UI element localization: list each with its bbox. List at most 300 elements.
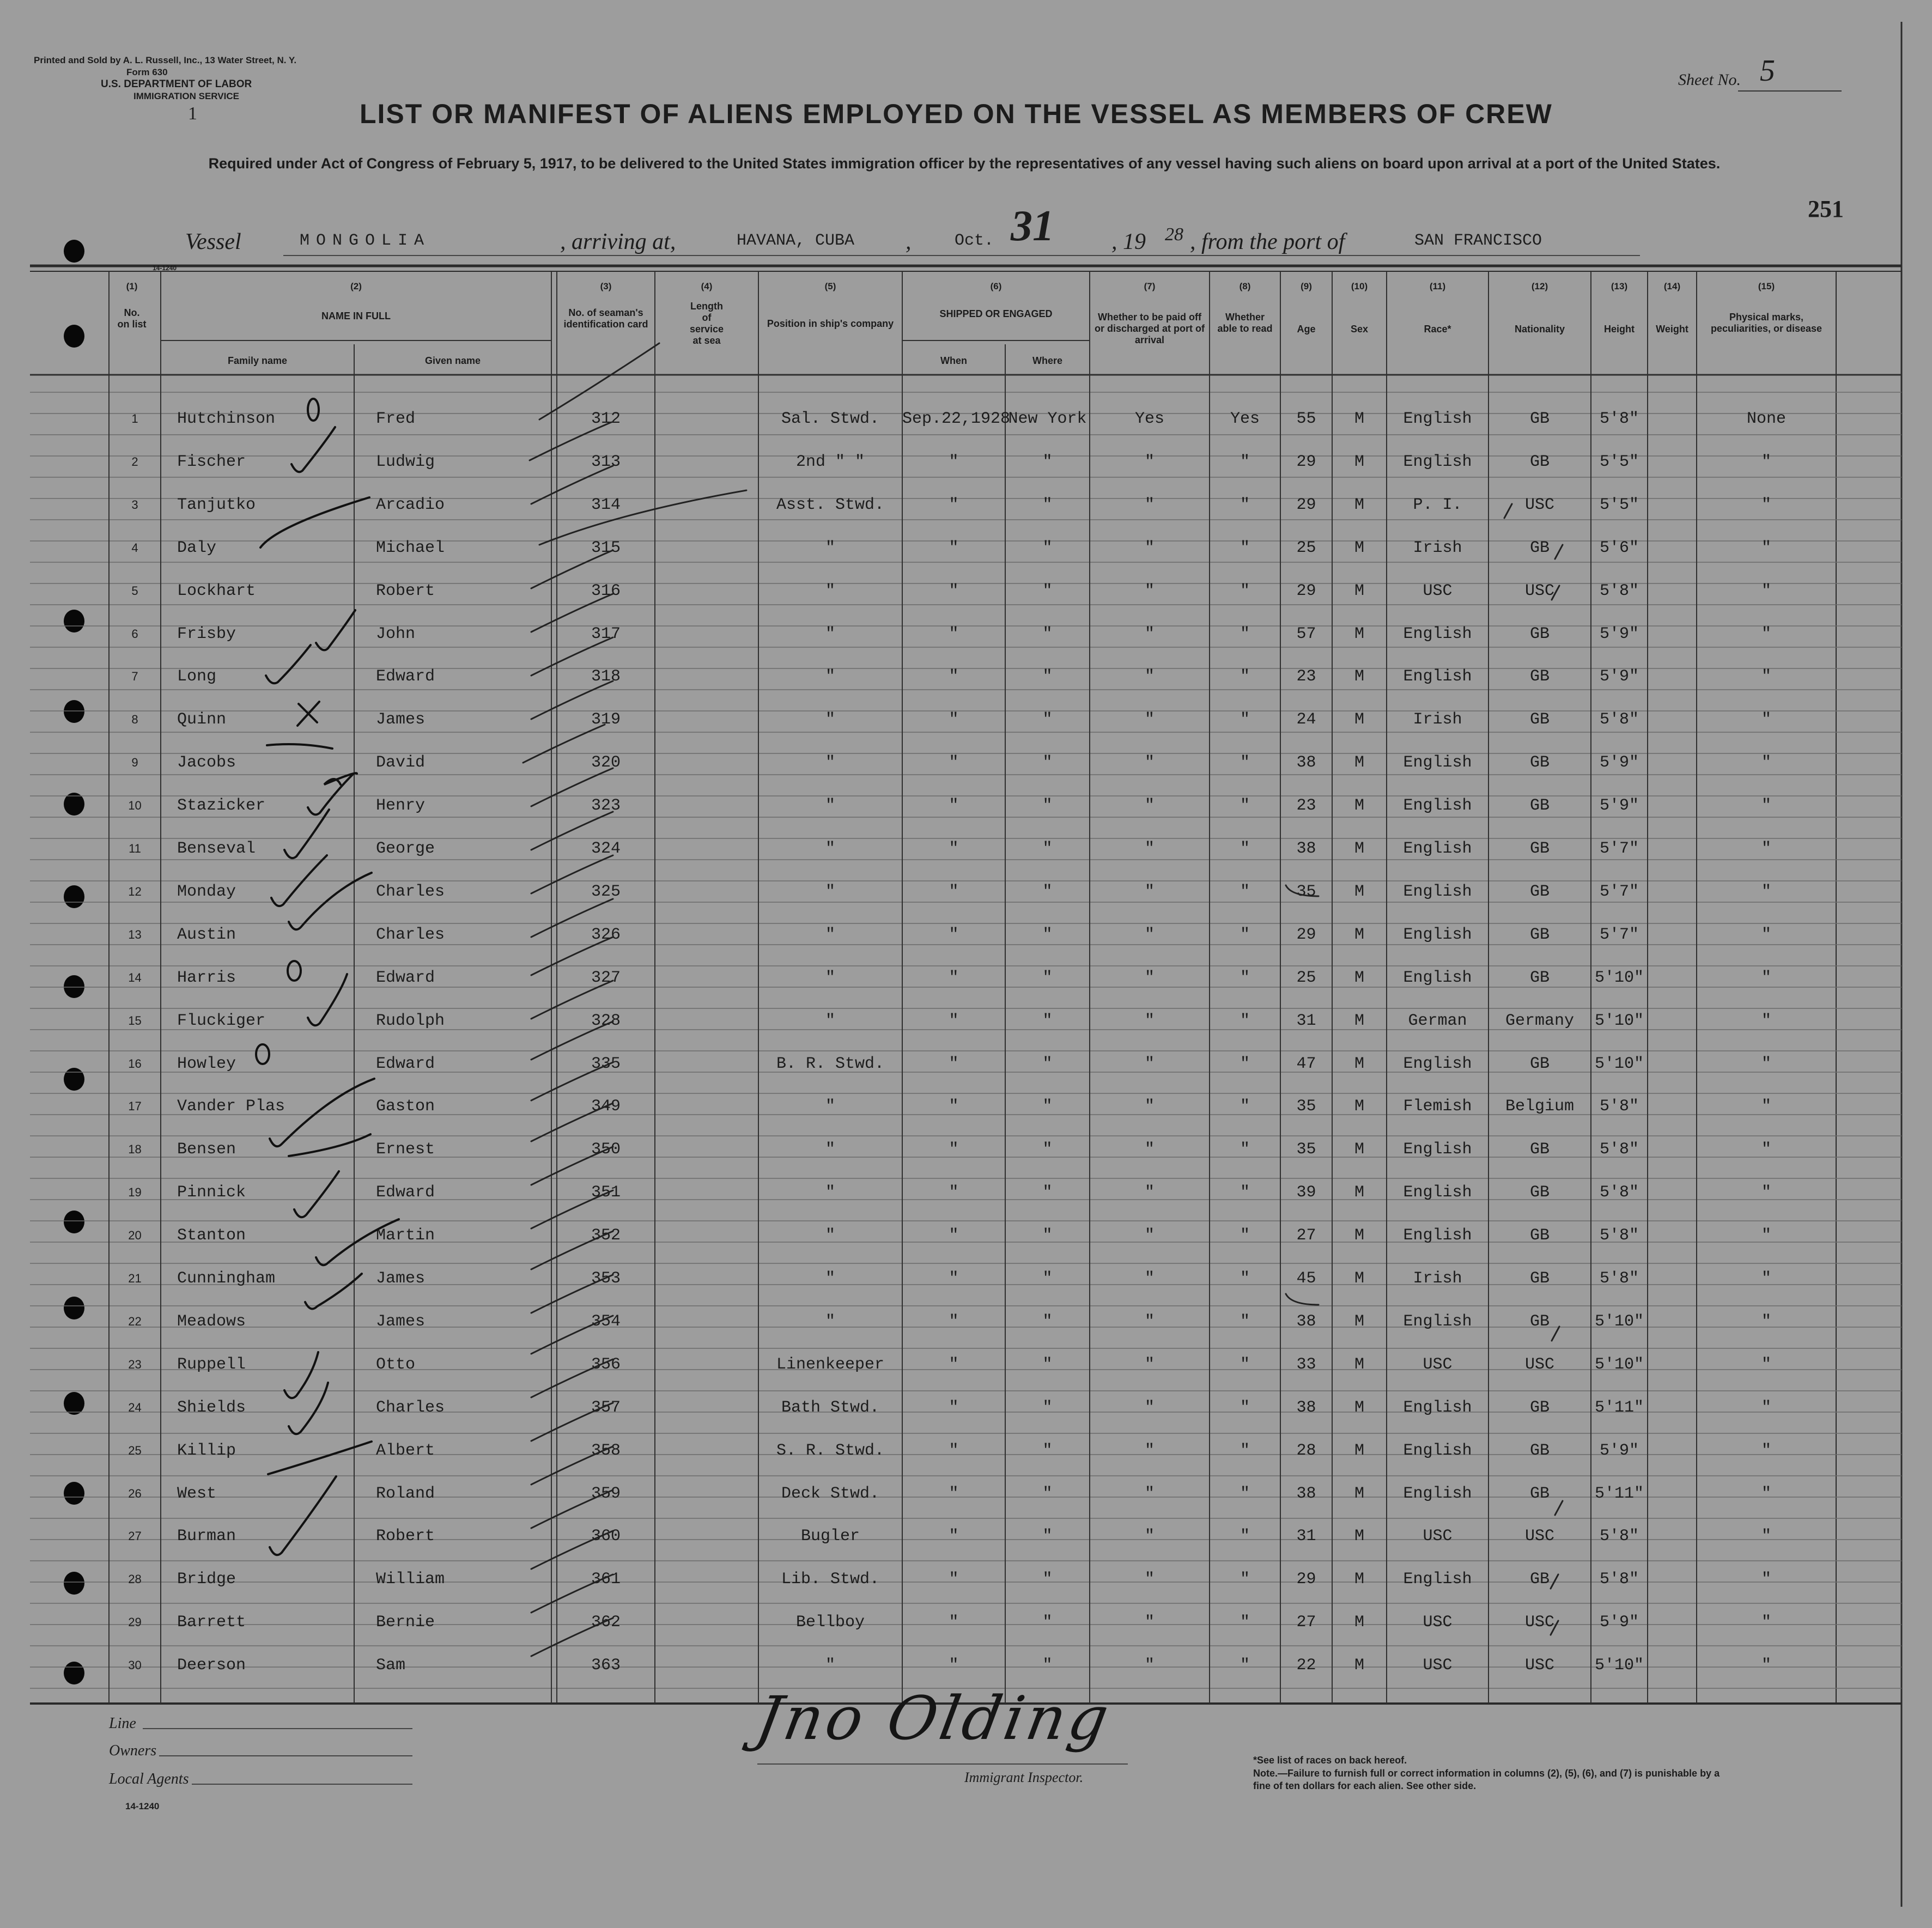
from-port: SAN FRANCISCO [1414,232,1542,250]
sheet-label: Sheet No. [1678,71,1741,89]
family-name: Deerson [177,1656,246,1675]
given-name: Henry [376,796,426,816]
inspector-rule [757,1763,1128,1765]
family-name: Tanjutko [177,495,256,514]
age: 29 [1296,1570,1316,1589]
col-header-where: Where [1032,355,1062,366]
age: 38 [1296,1398,1316,1417]
vessel-name: MONGOLIA [300,232,431,250]
shipped-where: " [1042,1398,1053,1417]
race: English [1403,1570,1472,1589]
given-name: Charles [376,925,445,944]
age: 29 [1296,452,1316,471]
given-name: Bernie [376,1613,435,1632]
family-name: Shields [177,1398,246,1417]
sex: M [1354,1441,1364,1460]
physical-marks: " [1761,1054,1771,1073]
shipped-when: " [949,581,959,600]
nationality: GB [1529,452,1550,471]
given-name: Robert [376,1527,435,1546]
card-number: 328 [591,1011,621,1030]
position: " [825,624,835,643]
paid-off: " [1144,1097,1155,1116]
sex: M [1354,1398,1364,1417]
paid-off: " [1144,1269,1155,1288]
card-number: 352 [591,1226,621,1245]
physical-marks: " [1761,667,1771,686]
col-header-nationality: Nationality [1514,324,1565,334]
shipped-where: " [1042,1656,1053,1675]
shipped-where: " [1042,1226,1053,1245]
sex: M [1354,667,1364,686]
height: 5'5" [1599,495,1639,514]
comma-mark: , [906,229,912,254]
race: English [1403,925,1472,944]
row-number: 10 [128,799,142,813]
paid-off: " [1144,581,1155,600]
sex: M [1354,452,1364,471]
given-name: George [376,840,435,858]
arrival-year: 28 [1165,224,1183,245]
shipped-where: " [1042,925,1053,944]
shipped-where: " [1042,495,1053,514]
paid-off: " [1144,1398,1155,1417]
race: English [1403,753,1472,773]
height: 5'10" [1594,1312,1644,1331]
card-number: 313 [591,452,621,471]
row-number: 1 [131,412,138,425]
sex: M [1354,968,1364,987]
physical-marks: " [1761,1613,1771,1632]
shipped-where: " [1042,452,1053,471]
sex: M [1354,1527,1364,1546]
row-number: 7 [131,670,138,684]
card-number: 324 [591,840,621,858]
card-number: 320 [591,753,621,773]
physical-marks: None [1746,410,1786,428]
shipped-when: " [949,1312,959,1331]
given-name: Michael [376,538,445,557]
row-number: 24 [128,1400,142,1414]
requirement-text: Required under Act of Congress of February 5, 1917, to be delivered to the United States immigration officer by the representatives of any vessel having such aliens on board upon arrival at a port of the United States. [208,155,1721,172]
given-name: Otto [376,1355,416,1374]
height: 5'10" [1594,1054,1644,1073]
physical-marks: " [1761,452,1771,471]
shipped-when: " [949,624,959,643]
col-num-4: (4) [701,281,713,291]
nationality: GB [1529,1484,1550,1503]
race: Irish [1413,1269,1462,1288]
position: Deck Stwd. [781,1484,880,1503]
given-name: James [376,1269,426,1288]
race: English [1403,1398,1472,1417]
sex: M [1354,1312,1364,1331]
physical-marks: " [1761,1097,1771,1116]
paid-off: " [1144,968,1155,987]
row-number: 6 [131,627,138,641]
shipped-where: " [1042,538,1053,557]
able-to-read: " [1240,1355,1250,1374]
age: 29 [1296,495,1316,514]
col-header-race: Race* [1424,324,1451,334]
row-number: 15 [128,1013,142,1027]
paid-off: " [1144,1656,1155,1675]
race: English [1403,1183,1472,1202]
paid-off: " [1144,710,1155,729]
race: English [1403,452,1472,471]
nationality: GB [1529,968,1550,987]
shipped-when: " [949,1398,959,1417]
position: Sal. Stwd. [781,410,880,428]
footer-owners-rule [159,1755,412,1756]
sex: M [1354,1140,1364,1159]
col-num-13: (13) [1611,281,1628,291]
paid-off: " [1144,1484,1155,1503]
margin-code: 14-1240 [153,264,177,272]
family-name: Bridge [177,1570,236,1589]
height: 5'8" [1599,1140,1639,1159]
row-number: 5 [131,583,138,598]
card-number: 325 [591,882,621,901]
from-label: , from the port of [1190,229,1345,254]
row-number: 14 [128,970,142,984]
race: English [1403,1312,1472,1331]
family-name: West [177,1484,217,1503]
family-name: Killip [177,1441,236,1460]
shipped-when: " [949,538,959,557]
shipped-where: New York [1008,410,1087,428]
age: 29 [1296,925,1316,944]
age: 33 [1296,1355,1316,1374]
card-number: 359 [591,1484,621,1503]
sex: M [1354,1269,1364,1288]
family-name: Hutchinson [177,410,276,428]
paid-off: " [1144,495,1155,514]
race: English [1403,968,1472,987]
nationality: GB [1529,667,1550,686]
row-number: 9 [131,756,138,770]
shipped-when: " [949,1441,959,1460]
family-name: Frisby [177,624,236,643]
physical-marks: " [1761,1183,1771,1202]
arrival-port: HAVANA, CUBA [737,232,855,250]
page-title: LIST OR MANIFEST OF ALIENS EMPLOYED ON THE VESSEL AS MEMBERS OF CREW [360,99,1553,129]
physical-marks: " [1761,1484,1771,1503]
sex: M [1354,495,1364,514]
row-number: 25 [128,1443,142,1457]
family-name: Cunningham [177,1269,276,1288]
given-name: Arcadio [376,495,445,514]
col-header-weight: Weight [1656,324,1688,334]
col-header-name: NAME IN FULL [321,311,391,321]
form-number: Form 630 [126,67,168,77]
shipped-where: " [1042,1570,1053,1589]
shipped-when: " [949,1527,959,1546]
physical-marks: " [1761,925,1771,944]
race: English [1403,796,1472,816]
nationality: GB [1529,840,1550,858]
card-number: 360 [591,1527,621,1546]
family-name: Harris [177,968,236,987]
nationality: USC [1524,1527,1554,1546]
card-number: 362 [591,1613,621,1632]
position: " [825,1183,835,1202]
height: 5'5" [1599,452,1639,471]
col-num-6: (6) [990,281,1002,291]
race: USC [1423,1355,1453,1374]
family-name: Daly [177,538,217,557]
sex: M [1354,410,1364,428]
row-number: 23 [128,1357,142,1371]
shipped-when: " [949,925,959,944]
paid-off: " [1144,1183,1155,1202]
physical-marks: " [1761,968,1771,987]
able-to-read: " [1240,1226,1250,1245]
card-number: 363 [591,1656,621,1675]
shipped-where: " [1042,968,1053,987]
sex: M [1354,1570,1364,1589]
able-to-read: " [1240,1527,1250,1546]
height: 5'10" [1594,1656,1644,1675]
given-name: Edward [376,968,435,987]
age: 38 [1296,840,1316,858]
position: Linenkeeper [776,1355,885,1374]
sex: M [1354,1097,1364,1116]
given-name: Fred [376,410,416,428]
able-to-read: " [1240,581,1250,600]
race: English [1403,1054,1472,1073]
shipped-where: " [1042,710,1053,729]
row-number: 11 [129,842,141,855]
row-number: 18 [128,1142,142,1157]
able-to-read: " [1240,1656,1250,1675]
given-name: James [376,1312,426,1331]
height: 5'6" [1599,538,1639,557]
race: English [1403,882,1472,901]
shipped-when: " [949,1269,959,1288]
card-number: 351 [591,1183,621,1202]
row-number: 28 [128,1572,142,1586]
position: Bugler [800,1527,860,1546]
paid-off: " [1144,1140,1155,1159]
sex: M [1354,1656,1364,1675]
height: 5'11" [1594,1398,1644,1417]
nationality: USC [1524,1613,1554,1632]
height: 5'9" [1599,1441,1639,1460]
paid-off: " [1144,1054,1155,1073]
shipped-when: " [949,1140,959,1159]
col-header-no: No. on list [117,307,147,330]
height: 5'9" [1599,667,1639,686]
position: 2nd " " [795,452,865,471]
able-to-read: " [1240,1054,1250,1073]
family-name: Quinn [177,710,227,729]
able-to-read: " [1240,1183,1250,1202]
shipped-when: " [949,796,959,816]
card-number: 361 [591,1570,621,1589]
row-number: 4 [131,540,138,555]
footer-agents-label: Local Agents [109,1771,189,1787]
height: 5'9" [1599,624,1639,643]
able-to-read: " [1240,624,1250,643]
age: 39 [1296,1183,1316,1202]
age: 55 [1296,410,1316,428]
family-name: Jacobs [177,753,236,773]
physical-marks: " [1761,1269,1771,1288]
col-header-when: When [940,355,967,366]
age: 24 [1296,710,1316,729]
physical-marks: " [1761,710,1771,729]
able-to-read: " [1240,968,1250,987]
race: Irish [1413,538,1462,557]
card-number: 357 [591,1398,621,1417]
printer-line: Printed and Sold by A. L. Russell, Inc., 13 Water Street, N. Y. [34,55,297,65]
able-to-read: Yes [1230,410,1260,428]
footnote-note: Note.—Failure to furnish full or correct information in columns (2), (5), (6), and (7) is punishable by a fine of ten dollars for each alien. See other side. [1253,1768,1720,1791]
age: 25 [1296,968,1316,987]
arriving-label: , arriving at, [560,229,676,254]
nationality: USC [1524,1656,1554,1675]
shipped-where: " [1042,840,1053,858]
row-number: 19 [128,1185,142,1200]
sex: M [1354,796,1364,816]
age: 38 [1296,1312,1316,1331]
given-name: Charles [376,1398,445,1417]
shipped-where: " [1042,1011,1053,1030]
shipped-when: " [949,1097,959,1116]
col-header-height: Height [1604,324,1635,334]
position: " [825,925,835,944]
able-to-read: " [1240,1269,1250,1288]
position: " [825,1656,835,1675]
race: USC [1423,1613,1453,1632]
corner-mark: 1 [188,104,197,124]
year-prefix: , 19 [1111,229,1146,254]
col-header-given: Given name [424,355,481,366]
able-to-read: " [1240,796,1250,816]
position: " [825,753,835,773]
shipped-where: " [1042,667,1053,686]
able-to-read: " [1240,1441,1250,1460]
nationality: GB [1529,1570,1550,1589]
family-name: Lockhart [177,581,256,600]
able-to-read: " [1240,840,1250,858]
position: " [825,667,835,686]
family-name: Howley [177,1054,236,1073]
race: Irish [1413,710,1462,729]
paid-off: " [1144,1011,1155,1030]
col-num-9: (9) [1301,281,1312,291]
sex: M [1354,710,1364,729]
physical-marks: " [1761,1312,1771,1331]
position: " [825,1226,835,1245]
row-number: 17 [128,1099,142,1114]
shipped-when: " [949,968,959,987]
shipped-when: " [949,667,959,686]
sex: M [1354,538,1364,557]
position: " [825,710,835,729]
physical-marks: " [1761,1355,1771,1374]
paid-off: " [1144,1570,1155,1589]
card-number: 312 [591,410,621,428]
height: 5'8" [1599,1269,1639,1288]
shipped-when: " [949,710,959,729]
arrival-month: Oct. [955,232,994,250]
card-number: 314 [591,495,621,514]
nationality: GB [1529,410,1550,428]
race: USC [1423,1527,1453,1546]
shipped-when: " [949,1355,959,1374]
given-name: Albert [376,1441,435,1460]
race: English [1403,410,1472,428]
height: 5'11" [1594,1484,1644,1503]
shipped-where: " [1042,1355,1053,1374]
age: 38 [1296,1484,1316,1503]
physical-marks: " [1761,753,1771,773]
nationality: GB [1529,1140,1550,1159]
able-to-read: " [1240,1570,1250,1589]
family-name: Fluckiger [177,1011,266,1030]
col-num-14: (14) [1663,281,1681,291]
paid-off: " [1144,1527,1155,1546]
nationality: USC [1524,1355,1554,1374]
col-header-read: Whether able to read [1217,312,1273,334]
shipped-where: " [1042,1097,1053,1116]
race: English [1403,1140,1472,1159]
row-number: 2 [131,454,138,469]
race: Flemish [1403,1097,1472,1116]
position: Lib. Stwd. [781,1570,880,1589]
sex: M [1354,581,1364,600]
card-number: 315 [591,538,621,557]
height: 5'9" [1599,796,1639,816]
age: 31 [1296,1011,1316,1030]
age: 31 [1296,1527,1316,1546]
position: Asst. Stwd. [776,495,885,514]
row-number: 13 [128,927,142,941]
given-name: Martin [376,1226,435,1245]
shipped-when: " [949,495,959,514]
physical-marks: " [1761,538,1771,557]
sex: M [1354,1484,1364,1503]
race: English [1403,667,1472,686]
col-header-position: Position in ship's company [767,318,894,329]
age: 25 [1296,538,1316,557]
shipped-where: " [1042,624,1053,643]
age: 45 [1296,1269,1316,1288]
row-number: 21 [128,1272,142,1285]
shipped-where: " [1042,1484,1053,1503]
height: 5'8" [1599,1226,1639,1245]
nationality: GB [1529,1441,1550,1460]
footer-agents-rule [192,1784,412,1785]
able-to-read: " [1240,667,1250,686]
nationality: GB [1529,753,1550,773]
able-to-read: " [1240,1011,1250,1030]
given-name: Edward [376,667,435,686]
card-number: 318 [591,667,621,686]
physical-marks: " [1761,1527,1771,1546]
position: " [825,1140,835,1159]
nationality: GB [1529,1183,1550,1202]
family-name: Stazicker [177,796,266,816]
card-number: 317 [591,624,621,643]
col-header-card: No. of seaman's identification card [563,307,648,330]
position: Bellboy [795,1613,865,1632]
shipped-when: " [949,452,959,471]
given-name: Edward [376,1183,435,1202]
age: 23 [1296,667,1316,686]
